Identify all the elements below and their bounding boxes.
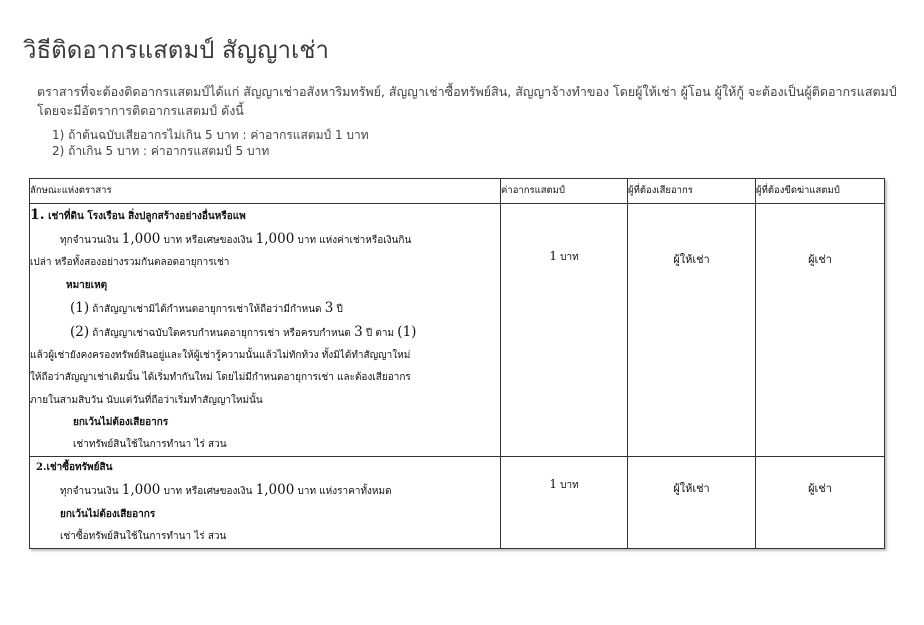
row1-note-1: (1) ถ้าสัญญาเช่ามิได้กำหนดอายุการเช่าให้ถือว่ามีกำหนด 3 ปี (70, 299, 343, 316)
row1-line: เปล่า หรือทั้งสองอย่างรวมกันตลอดอายุการเช่า (30, 257, 230, 269)
row1-description (30, 204, 501, 457)
row1-note-2-cont: แล้วผู้เช่ายังคงครองทรัพย์สินอยู่และให้ผู้เช่ารู้ความนั้นแล้วไม่ทักท้วง ทั้งมิได้ทำสัญญาใหม่ (30, 350, 411, 362)
row1-line: ทุกจำนวนเงิน 1,000 บาท หรือเศษของเงิน 1,000 บาท แห่งค่าเช่าหรือเงินกิน (60, 231, 412, 248)
table-row (30, 204, 885, 457)
header-duty-payer: ผู้ที่ต้องเสียอากร (628, 179, 756, 204)
header-stamp-canceller: ผู้ที่ต้องขีดฆ่าแสตมป์ (756, 179, 885, 204)
row1-exempt-label: ยกเว้นไม่ต้องเสียอากร (73, 416, 169, 428)
rate-rules-list (52, 127, 369, 159)
row2-duty-payer: ผู้ให้เช่า (628, 457, 756, 549)
row1-duty-payer: ผู้ให้เช่า (628, 204, 756, 457)
row2-exempt-label: ยกเว้นไม่ต้องเสียอากร (60, 508, 156, 520)
header-stamp-duty: ค่าอากรแสตมป์ (501, 179, 628, 204)
header-document-type: ลักษณะแห่งตราสาร (30, 179, 501, 204)
row2-stamp-canceller: ผู้เช่า (756, 457, 885, 549)
row1-note-label: หมายเหตุ (66, 279, 108, 291)
rate-rule-2: 2) ถ้าเกิน 5 บาท : ค่าอากรแสตมป์ 5 บาท (52, 144, 270, 158)
row1-stamp-canceller: ผู้เช่า (756, 204, 885, 457)
row1-note-2-cont: ให้ถือว่าสัญญาเช่าเดิมนั้น ได้เริ่มทำกันใหม่ โดยไม่มีกำหนดอายุการเช่า และต้องเสียอากร (30, 372, 411, 384)
row1-note-2-cont: ภายในสามสิบวัน นับแต่วันที่ถือว่าเริ่มทำสัญญาใหม่นั้น (30, 394, 263, 406)
row1-stamp-duty: 1 บาท (501, 204, 628, 457)
row1-exempt-text: เช่าทรัพย์สินใช้ในการทำนา ไร่ สวน (73, 439, 227, 451)
row2-line: ทุกจำนวนเงิน 1,000 บาท หรือเศษของเงิน 1,000 บาท แห่งราคาทั้งหมด (60, 482, 392, 499)
page-title: วิธีติดอากรแสตมป์ สัญญาเช่า (23, 36, 329, 64)
rate-rule-1: 1) ถ้าต้นฉบับเสียอากรไม่เกิน 5 บาท : ค่าอากรแสตมป์ 1 บาท (52, 128, 369, 142)
row1-title-line: 1. เช่าที่ดิน โรงเรือน สิ่งปลูกสร้างอย่างอื่นหรือแพ (30, 207, 246, 223)
table-header-row (30, 179, 885, 204)
row1-note-2: (2) ถ้าสัญญาเช่าฉบับใดครบกำหนดอายุการเช่า หรือครบกำหนด 3 ปี ตาม (1) (70, 324, 417, 341)
row2-description (30, 457, 501, 549)
intro-text: ตราสารที่จะต้องติดอากรแสตมป์ได้แก่ สัญญาเช่าอสังหาริมทรัพย์, สัญญาเช่าซื้อทรัพย์สิน, สัญญาจ้างทำของ โดยผู้ให้เช่า ผู้โอน ผู้ให้กู้ จะต้องเป็นผู้ติดอากรแสตมป์ โดยจะมีอัตราการติดอากรแสตมป์ ดังนี้ (37, 84, 897, 118)
table-row (30, 457, 885, 549)
stamp-duty-table (29, 178, 885, 549)
row2-stamp-duty: 1 บาท (501, 457, 628, 549)
row2-title-line: 2.เช่าซื้อทรัพย์สิน (36, 462, 113, 474)
row2-exempt-text: เช่าซื้อทรัพย์สินใช้ในการทำนา ไร่ สวน (60, 530, 227, 542)
